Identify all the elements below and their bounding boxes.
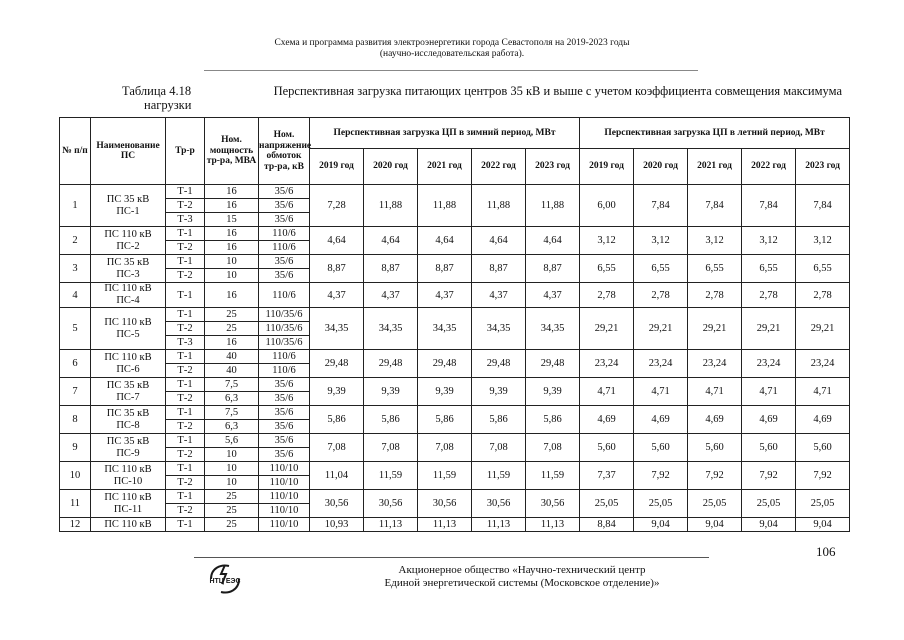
power-cell: 10 <box>205 269 259 283</box>
winter-load-cell: 30,56 <box>418 490 472 518</box>
transformer-cell: Т-1 <box>166 227 205 241</box>
summer-load-cell: 23,24 <box>634 350 688 378</box>
summer-load-cell: 4,69 <box>688 406 742 434</box>
transformer-cell: Т-2 <box>166 322 205 336</box>
summer-load-cell: 23,24 <box>742 350 796 378</box>
winter-load-cell: 30,56 <box>310 490 364 518</box>
transformer-cell: Т-2 <box>166 504 205 518</box>
table-row <box>60 255 850 269</box>
substation-name-line: ПС 35 кВ <box>106 256 150 268</box>
summer-load-cell: 9,04 <box>634 518 688 532</box>
transformer-cell: Т-2 <box>166 448 205 462</box>
summer-load-cell: 4,69 <box>742 406 796 434</box>
col-header-winter: Перспективная загрузка ЦП в зимний период, МВт <box>310 118 580 149</box>
transformer-cell: Т-1 <box>166 518 205 532</box>
substation-name-line: ПС-2 <box>116 240 140 252</box>
summer-load-cell: 3,12 <box>796 227 850 255</box>
winter-load-cell: 7,08 <box>526 434 580 462</box>
voltage-cell: 35/6 <box>259 392 310 406</box>
voltage-cell: 35/6 <box>259 269 310 283</box>
transformer-cell: Т-3 <box>166 213 205 227</box>
winter-load-cell: 8,87 <box>526 255 580 283</box>
power-cell: 16 <box>205 185 259 199</box>
summer-load-cell: 2,78 <box>796 283 850 308</box>
voltage-cell: 35/6 <box>259 378 310 392</box>
substation-name-cell <box>91 283 166 308</box>
summer-load-cell: 7,84 <box>634 185 688 227</box>
transformer-cell: Т-1 <box>166 185 205 199</box>
row-number-cell: 7 <box>60 378 91 406</box>
voltage-cell: 35/6 <box>259 406 310 420</box>
summer-load-cell: 4,71 <box>580 378 634 406</box>
voltage-cell: 35/6 <box>259 420 310 434</box>
voltage-cell: 35/6 <box>259 213 310 227</box>
summer-load-cell: 6,00 <box>580 185 634 227</box>
voltage-cell: 35/6 <box>259 448 310 462</box>
substation-name-line: ПС-4 <box>116 295 140 306</box>
voltage-cell: 110/6 <box>259 227 310 241</box>
summer-load-cell: 5,60 <box>580 434 634 462</box>
row-number-cell: 9 <box>60 434 91 462</box>
transformer-cell: Т-3 <box>166 336 205 350</box>
substation-name-line: ПС 110 кВ <box>104 463 152 475</box>
substation-name-line: ПС-1 <box>116 205 140 217</box>
substation-name-line: ПС 110 кВ <box>104 351 152 363</box>
winter-load-cell: 4,64 <box>364 227 418 255</box>
winter-load-cell: 8,87 <box>364 255 418 283</box>
substation-name-cell <box>91 308 166 350</box>
summer-load-cell: 4,71 <box>796 378 850 406</box>
summer-load-cell: 6,55 <box>634 255 688 283</box>
voltage-cell: 110/6 <box>259 283 310 308</box>
col-header-winter-year: 2019 год <box>310 149 364 185</box>
substation-name-cell <box>91 406 166 434</box>
summer-load-cell: 5,60 <box>796 434 850 462</box>
summer-load-cell: 7,92 <box>634 462 688 490</box>
company-logo-icon <box>205 562 245 596</box>
substation-name-line: ПС 35 кВ <box>106 435 150 447</box>
power-cell: 7,5 <box>205 406 259 420</box>
substation-name-line: ПС 110 кВ <box>104 228 152 240</box>
substation-name-line: ПС-6 <box>116 363 140 375</box>
row-number-cell: 2 <box>60 227 91 255</box>
substation-name-line: ПС-3 <box>116 268 140 280</box>
row-number-cell: 5 <box>60 308 91 350</box>
voltage-cell: 110/35/6 <box>259 322 310 336</box>
power-cell: 25 <box>205 518 259 532</box>
summer-load-cell: 6,55 <box>796 255 850 283</box>
col-header-power: Ном. мощность тр-ра, МВА <box>205 118 259 185</box>
power-cell: 16 <box>205 336 259 350</box>
col-header-winter-year: 2022 год <box>472 149 526 185</box>
winter-load-cell: 11,88 <box>418 185 472 227</box>
substation-name-cell <box>91 462 166 490</box>
power-cell: 10 <box>205 448 259 462</box>
footer-rule <box>194 557 709 558</box>
summer-load-cell: 7,84 <box>688 185 742 227</box>
summer-load-cell: 3,12 <box>634 227 688 255</box>
summer-load-cell: 23,24 <box>796 350 850 378</box>
summer-load-cell: 25,05 <box>634 490 688 518</box>
table-row <box>60 350 850 364</box>
summer-load-cell: 6,55 <box>580 255 634 283</box>
power-cell: 6,3 <box>205 420 259 434</box>
winter-load-cell: 5,86 <box>526 406 580 434</box>
summer-load-cell: 9,04 <box>796 518 850 532</box>
row-number-cell: 4 <box>60 283 91 308</box>
power-cell: 7,5 <box>205 378 259 392</box>
winter-load-cell: 5,86 <box>418 406 472 434</box>
substation-name-line: ПС-7 <box>116 391 140 403</box>
winter-load-cell: 5,86 <box>310 406 364 434</box>
summer-load-cell: 3,12 <box>580 227 634 255</box>
substation-name-line: ПС-9 <box>116 447 140 459</box>
winter-load-cell: 8,87 <box>472 255 526 283</box>
summer-load-cell: 4,71 <box>688 378 742 406</box>
transformer-cell: Т-1 <box>166 434 205 448</box>
row-number-cell: 11 <box>60 490 91 518</box>
transformer-cell: Т-2 <box>166 199 205 213</box>
header-rule <box>204 70 698 71</box>
summer-load-cell: 29,21 <box>742 308 796 350</box>
winter-load-cell: 30,56 <box>526 490 580 518</box>
summer-load-cell: 3,12 <box>742 227 796 255</box>
summer-load-cell: 4,69 <box>634 406 688 434</box>
voltage-cell: 110/6 <box>259 350 310 364</box>
summer-load-cell: 2,78 <box>580 283 634 308</box>
summer-load-cell: 23,24 <box>580 350 634 378</box>
substation-name-cell <box>91 518 166 532</box>
voltage-cell: 110/35/6 <box>259 336 310 350</box>
col-header-name: Наименование ПС <box>91 118 166 185</box>
winter-load-cell: 7,08 <box>472 434 526 462</box>
table-caption-title-cont: нагрузки <box>144 98 192 112</box>
transformer-cell: Т-2 <box>166 364 205 378</box>
col-header-summer-year: 2021 год <box>688 149 742 185</box>
voltage-cell: 110/35/6 <box>259 308 310 322</box>
summer-load-cell: 7,92 <box>742 462 796 490</box>
transformer-cell: Т-1 <box>166 462 205 476</box>
summer-load-cell: 6,55 <box>688 255 742 283</box>
table-row <box>60 406 850 420</box>
table-caption-label: Таблица 4.18 <box>122 84 192 98</box>
col-header-voltage: Ном. напряжение обмоток тр-ра, кВ <box>259 118 310 185</box>
winter-load-cell: 7,08 <box>418 434 472 462</box>
col-header-winter-year: 2020 год <box>364 149 418 185</box>
winter-load-cell: 29,48 <box>310 350 364 378</box>
table-caption-title: Перспективная загрузка питающих центров 35 кВ и выше с учетом коэффициента совмещения максимума <box>273 84 842 98</box>
winter-load-cell: 4,37 <box>472 283 526 308</box>
substation-name-cell <box>91 255 166 283</box>
footer-line1: Акционерное общество «Научно-технический центр <box>398 564 646 576</box>
winter-load-cell: 34,35 <box>472 308 526 350</box>
voltage-cell: 35/6 <box>259 434 310 448</box>
summer-load-cell: 25,05 <box>688 490 742 518</box>
winter-load-cell: 11,59 <box>526 462 580 490</box>
winter-load-cell: 4,37 <box>364 283 418 308</box>
power-cell: 10 <box>205 462 259 476</box>
power-cell: 25 <box>205 504 259 518</box>
summer-load-cell: 7,84 <box>796 185 850 227</box>
summer-load-cell: 7,84 <box>742 185 796 227</box>
power-cell: 25 <box>205 490 259 504</box>
table-row <box>60 283 850 308</box>
power-cell: 40 <box>205 364 259 378</box>
winter-load-cell: 4,64 <box>526 227 580 255</box>
table-row <box>60 308 850 322</box>
row-number-cell: 10 <box>60 462 91 490</box>
col-header-winter-year: 2023 год <box>526 149 580 185</box>
winter-load-cell: 4,64 <box>310 227 364 255</box>
substation-name-line: ПС 35 кВ <box>106 379 150 391</box>
winter-load-cell: 34,35 <box>310 308 364 350</box>
table-row <box>60 490 850 504</box>
voltage-cell: 110/10 <box>259 476 310 490</box>
winter-load-cell: 11,13 <box>418 518 472 532</box>
col-header-summer-year: 2019 год <box>580 149 634 185</box>
winter-load-cell: 11,88 <box>364 185 418 227</box>
summer-load-cell: 8,84 <box>580 518 634 532</box>
table-body <box>60 185 850 532</box>
transformer-cell: Т-1 <box>166 350 205 364</box>
winter-load-cell: 9,39 <box>472 378 526 406</box>
transformer-cell: Т-1 <box>166 308 205 322</box>
voltage-cell: 110/10 <box>259 504 310 518</box>
winter-load-cell: 11,88 <box>472 185 526 227</box>
summer-load-cell: 4,69 <box>580 406 634 434</box>
transformer-cell: Т-1 <box>166 255 205 269</box>
summer-load-cell: 23,24 <box>688 350 742 378</box>
winter-load-cell: 11,04 <box>310 462 364 490</box>
winter-load-cell: 9,39 <box>310 378 364 406</box>
summer-load-cell: 6,55 <box>742 255 796 283</box>
summer-load-cell: 2,78 <box>634 283 688 308</box>
winter-load-cell: 5,86 <box>364 406 418 434</box>
winter-load-cell: 30,56 <box>364 490 418 518</box>
power-cell: 16 <box>205 227 259 241</box>
footer-line2: Единой энергетической системы (Московское отделение)» <box>384 577 660 589</box>
table-row <box>60 227 850 241</box>
substation-name-line: ПС 110 кВ <box>104 283 152 294</box>
col-header-summer: Перспективная загрузка ЦП в летний период, МВт <box>580 118 850 149</box>
transformer-cell: Т-2 <box>166 420 205 434</box>
summer-load-cell: 7,92 <box>796 462 850 490</box>
winter-load-cell: 11,59 <box>364 462 418 490</box>
load-table <box>59 117 850 532</box>
power-cell: 10 <box>205 476 259 490</box>
col-header-transformer: Тр-р <box>166 118 205 185</box>
voltage-cell: 110/10 <box>259 462 310 476</box>
substation-name-cell <box>91 185 166 227</box>
substation-name-cell <box>91 227 166 255</box>
substation-name-cell <box>91 350 166 378</box>
substation-name-line: ПС 35 кВ <box>106 193 150 205</box>
table-row <box>60 462 850 476</box>
power-cell: 10 <box>205 255 259 269</box>
substation-name-line: ПС-11 <box>113 503 143 515</box>
substation-name-cell <box>91 434 166 462</box>
voltage-cell: 110/6 <box>259 241 310 255</box>
document-header <box>0 38 904 60</box>
winter-load-cell: 7,08 <box>364 434 418 462</box>
summer-load-cell: 4,69 <box>796 406 850 434</box>
power-cell: 40 <box>205 350 259 364</box>
document-header-line2: (научно-исследовательская работа). <box>379 49 525 59</box>
page-number: 106 <box>816 544 836 559</box>
power-cell: 25 <box>205 322 259 336</box>
summer-load-cell: 5,60 <box>688 434 742 462</box>
winter-load-cell: 30,56 <box>472 490 526 518</box>
summer-load-cell: 9,04 <box>688 518 742 532</box>
voltage-cell: 35/6 <box>259 199 310 213</box>
summer-load-cell: 5,60 <box>634 434 688 462</box>
transformer-cell: Т-1 <box>166 490 205 504</box>
power-cell: 15 <box>205 213 259 227</box>
substation-name-line: ПС 110 кВ <box>104 518 152 530</box>
winter-load-cell: 7,08 <box>310 434 364 462</box>
table-header <box>60 118 850 185</box>
col-header-summer-year: 2022 год <box>742 149 796 185</box>
transformer-cell: Т-1 <box>166 283 205 308</box>
winter-load-cell: 11,59 <box>472 462 526 490</box>
substation-name-line: ПС 35 кВ <box>106 407 150 419</box>
substation-name-cell <box>91 378 166 406</box>
winter-load-cell: 5,86 <box>472 406 526 434</box>
winter-load-cell: 4,64 <box>472 227 526 255</box>
summer-load-cell: 4,71 <box>634 378 688 406</box>
summer-load-cell: 5,60 <box>742 434 796 462</box>
summer-load-cell: 29,21 <box>580 308 634 350</box>
substation-name-line: ПС 110 кВ <box>104 491 152 503</box>
summer-load-cell: 29,21 <box>796 308 850 350</box>
winter-load-cell: 11,13 <box>472 518 526 532</box>
winter-load-cell: 29,48 <box>418 350 472 378</box>
transformer-cell: Т-1 <box>166 378 205 392</box>
winter-load-cell: 11,59 <box>418 462 472 490</box>
transformer-cell: Т-2 <box>166 476 205 490</box>
col-header-summer-year: 2023 год <box>796 149 850 185</box>
summer-load-cell: 29,21 <box>688 308 742 350</box>
power-cell: 16 <box>205 199 259 213</box>
summer-load-cell: 2,78 <box>742 283 796 308</box>
col-header-winter-year: 2021 год <box>418 149 472 185</box>
power-cell: 25 <box>205 308 259 322</box>
footer <box>252 564 792 590</box>
table-row <box>60 518 850 532</box>
winter-load-cell: 34,35 <box>526 308 580 350</box>
voltage-cell: 110/10 <box>259 490 310 504</box>
summer-load-cell: 4,71 <box>742 378 796 406</box>
substation-name-cell <box>91 490 166 518</box>
winter-load-cell: 8,87 <box>310 255 364 283</box>
winter-load-cell: 7,28 <box>310 185 364 227</box>
transformer-cell: Т-2 <box>166 241 205 255</box>
power-cell: 16 <box>205 283 259 308</box>
summer-load-cell: 9,04 <box>742 518 796 532</box>
voltage-cell: 35/6 <box>259 185 310 199</box>
winter-load-cell: 4,37 <box>310 283 364 308</box>
substation-name-line: ПС-5 <box>116 328 140 340</box>
col-header-summer-year: 2020 год <box>634 149 688 185</box>
voltage-cell: 35/6 <box>259 255 310 269</box>
logo-text: НТЦ ЕЭС <box>209 578 241 585</box>
transformer-cell: Т-2 <box>166 392 205 406</box>
winter-load-cell: 9,39 <box>526 378 580 406</box>
summer-load-cell: 25,05 <box>796 490 850 518</box>
winter-load-cell: 29,48 <box>472 350 526 378</box>
row-number-cell: 6 <box>60 350 91 378</box>
substation-name-line: ПС-8 <box>116 419 140 431</box>
transformer-cell: Т-1 <box>166 406 205 420</box>
summer-load-cell: 2,78 <box>688 283 742 308</box>
row-number-cell: 12 <box>60 518 91 532</box>
winter-load-cell: 9,39 <box>418 378 472 406</box>
winter-load-cell: 9,39 <box>364 378 418 406</box>
winter-load-cell: 4,37 <box>526 283 580 308</box>
winter-load-cell: 10,93 <box>310 518 364 532</box>
summer-load-cell: 25,05 <box>742 490 796 518</box>
col-header-num: № п/п <box>60 118 91 185</box>
winter-load-cell: 11,13 <box>526 518 580 532</box>
winter-load-cell: 29,48 <box>364 350 418 378</box>
summer-load-cell: 29,21 <box>634 308 688 350</box>
power-cell: 16 <box>205 241 259 255</box>
document-header-line1: Схема и программа развития электроэнергетики города Севастополя на 2019-2023 годы <box>274 38 630 48</box>
winter-load-cell: 11,88 <box>526 185 580 227</box>
summer-load-cell: 7,37 <box>580 462 634 490</box>
voltage-cell: 110/10 <box>259 518 310 532</box>
table-row <box>60 185 850 199</box>
summer-load-cell: 25,05 <box>580 490 634 518</box>
substation-name-line: ПС 110 кВ <box>104 316 152 328</box>
summer-load-cell: 3,12 <box>688 227 742 255</box>
winter-load-cell: 4,64 <box>418 227 472 255</box>
voltage-cell: 110/6 <box>259 364 310 378</box>
power-cell: 6,3 <box>205 392 259 406</box>
power-cell: 5,6 <box>205 434 259 448</box>
winter-load-cell: 8,87 <box>418 255 472 283</box>
winter-load-cell: 34,35 <box>364 308 418 350</box>
winter-load-cell: 11,13 <box>364 518 418 532</box>
summer-load-cell: 7,92 <box>688 462 742 490</box>
table-row <box>60 434 850 448</box>
row-number-cell: 1 <box>60 185 91 227</box>
substation-name-line: ПС-10 <box>113 475 143 487</box>
row-number-cell: 8 <box>60 406 91 434</box>
winter-load-cell: 4,37 <box>418 283 472 308</box>
row-number-cell: 3 <box>60 255 91 283</box>
winter-load-cell: 29,48 <box>526 350 580 378</box>
transformer-cell: Т-2 <box>166 269 205 283</box>
table-caption <box>122 84 842 112</box>
table-row <box>60 378 850 392</box>
winter-load-cell: 34,35 <box>418 308 472 350</box>
